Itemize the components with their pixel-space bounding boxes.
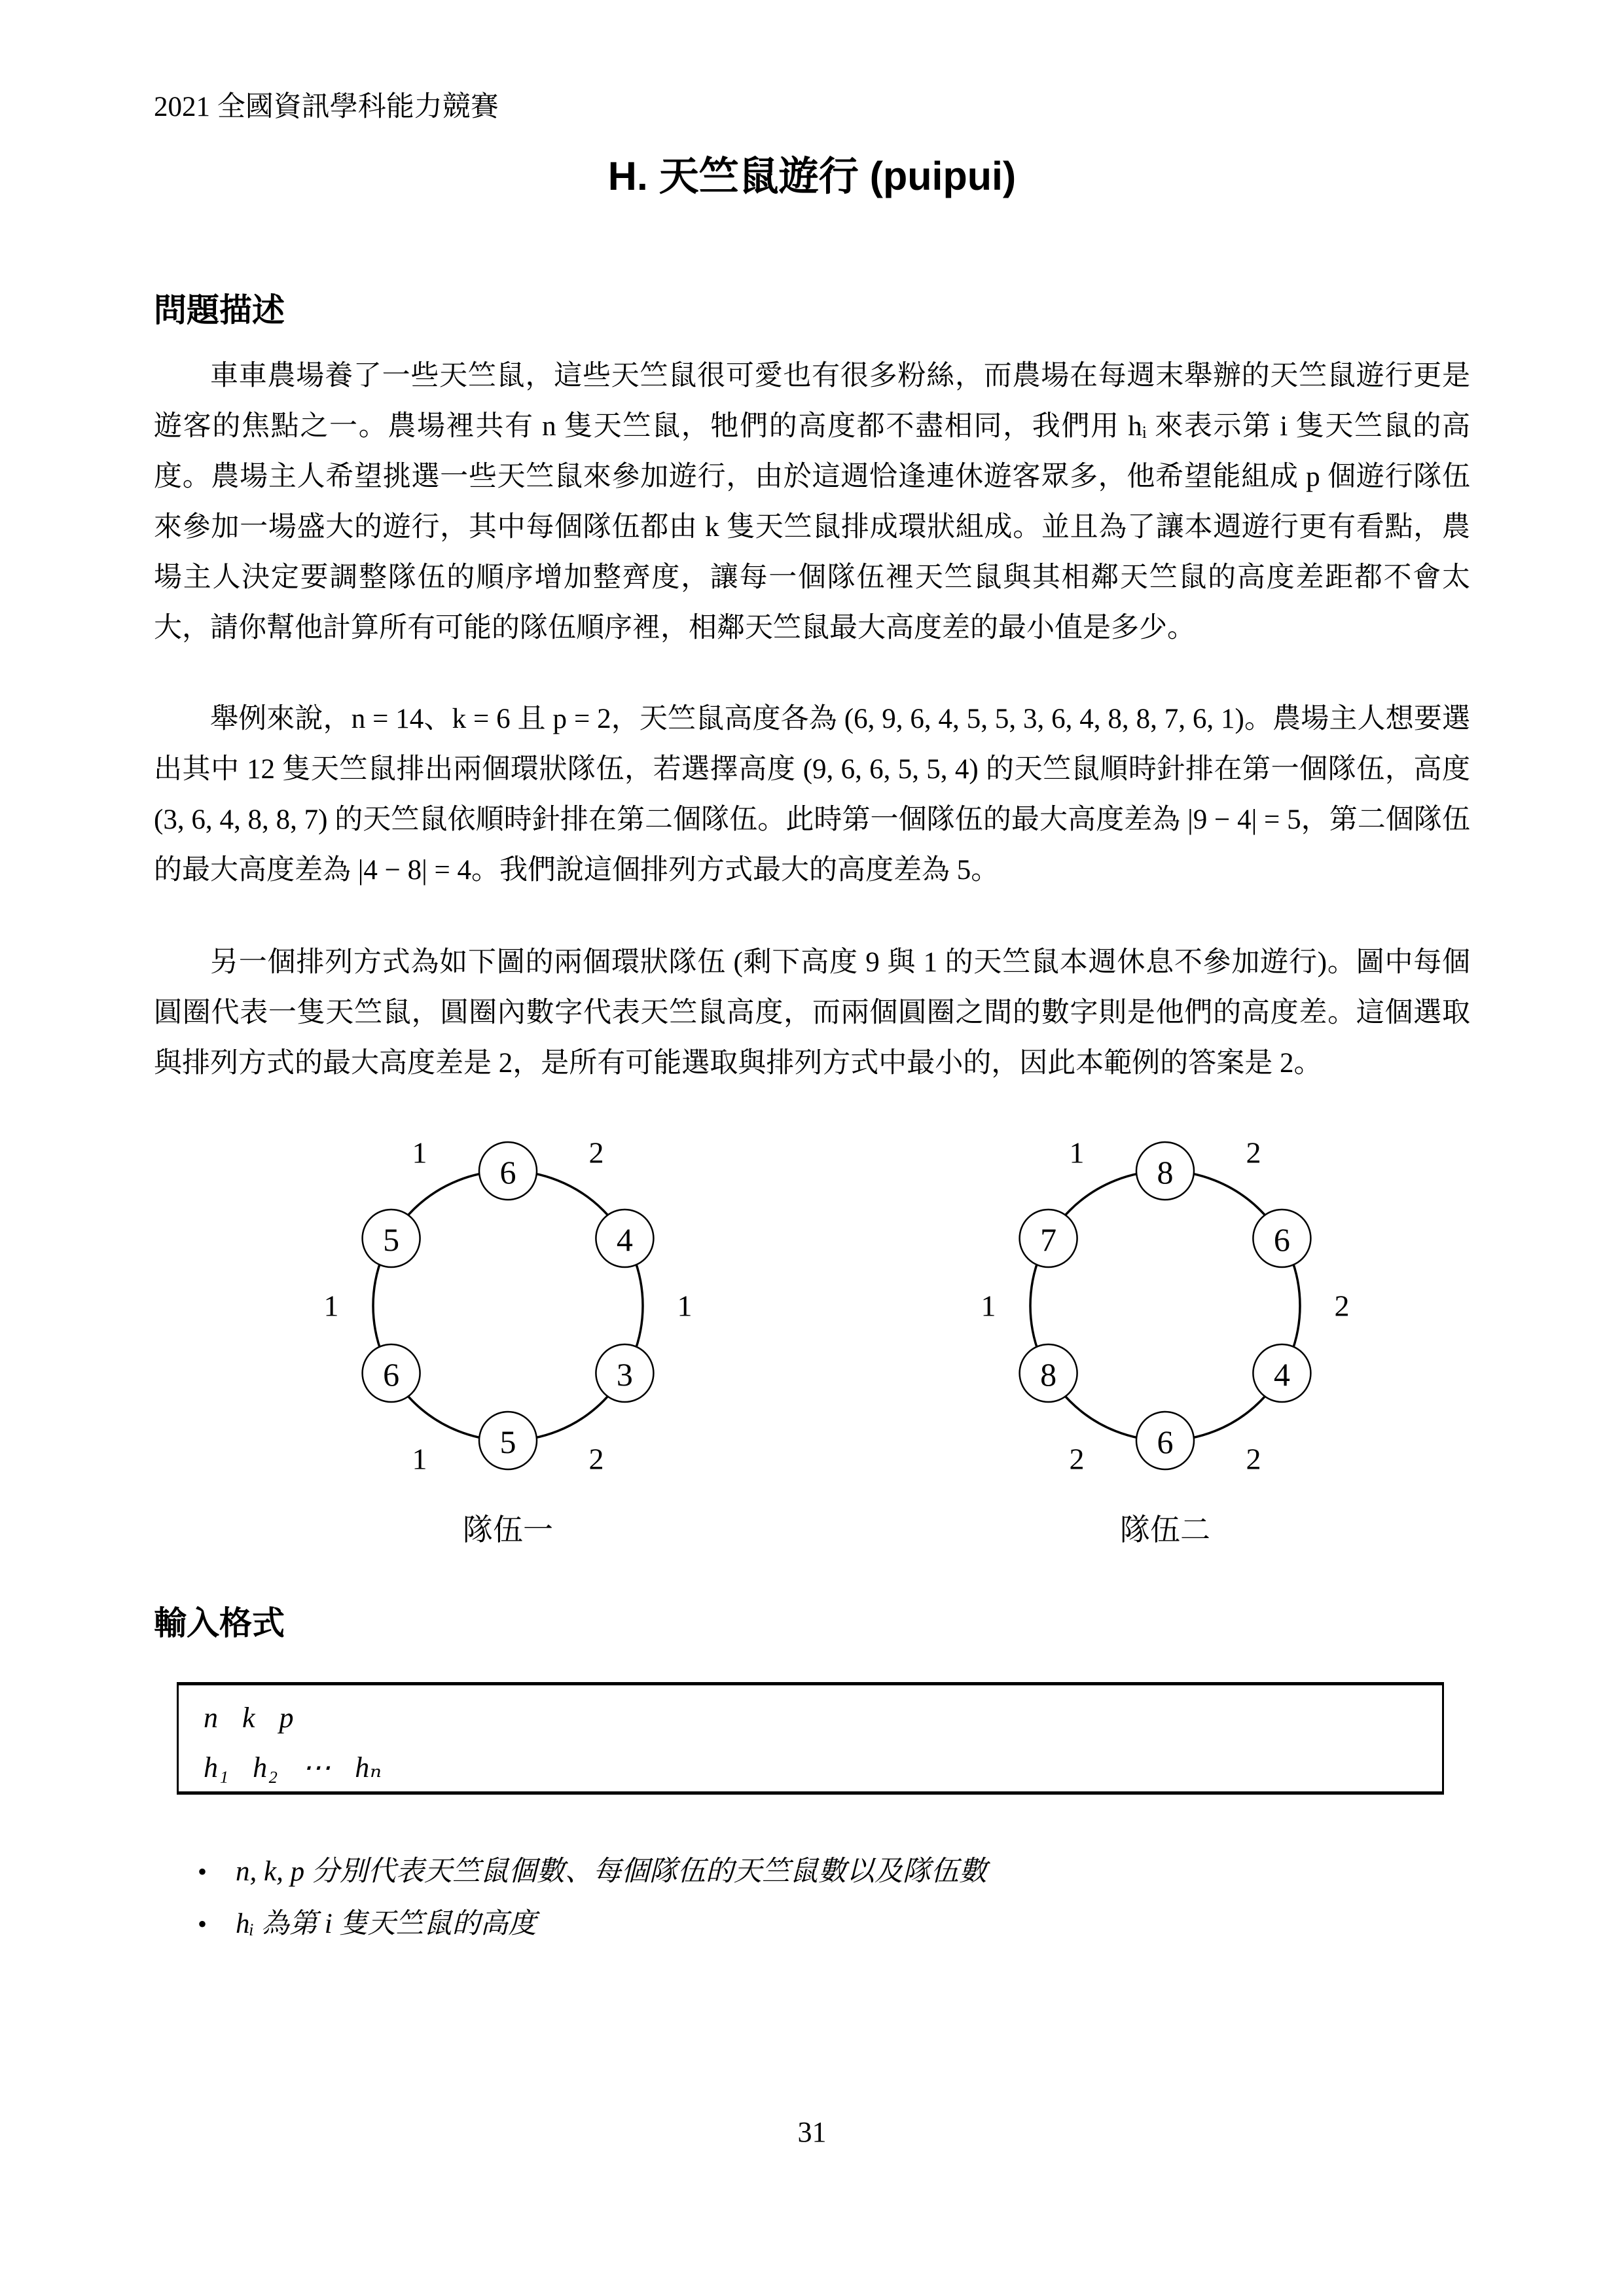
problem-paragraph-2: 舉例來說，n = 14、k = 6 且 p = 2，天竺鼠高度各為 (6, 9, 6, 4, 5, 5, 3, 6, 4, 8, 8, 7, 6, 1)。農場主人想要選出其中 12 隻天竺鼠排出兩個環狀隊伍，若選擇高度 (9, 6, 6, 5, 5, 4) 的天竺鼠順時針排在第一個隊伍，高度 (3, 6, 4, 8, 8, 7) 的天竺鼠依順時針排在第二個隊伍。此時第一個隊伍的最大高度差為 |9 − 4| = 5，第二個隊伍的最大高度差為 |4 − 8| = 4。我們說這個排列方式最大的高度差為 5。 [154,704,1470,886]
ring-circle [1030,1171,1300,1441]
height-diff-label: 2 [588,1136,604,1170]
node-height-label: 6 [499,1154,516,1191]
bullet-list [198,1846,1441,1950]
node-height-label: 4 [616,1221,633,1258]
bullet-item [198,1846,1441,1898]
figure-caption: 隊伍一 [463,1513,553,1547]
team-two-ring [969,1119,1362,1499]
page-header: 2021 全國資訊學科能力競賽 [154,92,499,122]
node-height-label: 6 [383,1356,400,1393]
bullet-icon: • [198,1857,208,1886]
height-diff-label: 1 [323,1289,339,1323]
height-diff-label: 2 [1069,1442,1085,1476]
height-diff-label: 2 [1246,1442,1261,1476]
ring-diagram-svg [969,1119,1362,1499]
height-diff-label: 1 [1069,1136,1085,1170]
team-two-diagram [969,1119,1362,1550]
node-height-label: 6 [1157,1424,1174,1460]
node-height-label: 8 [1040,1356,1057,1393]
team-one-ring [312,1119,704,1499]
input-format-box [177,1682,1444,1795]
bullet-text: hᵢ 為第 i 隻天竺鼠的高度 [236,1909,537,1939]
node-height-label: 5 [499,1424,516,1460]
section-heading-input-format: 輸入格式 [154,1605,285,1641]
problem-paragraph-1: 車車農場養了一些天竺鼠，這些天竺鼠很可愛也有很多粉絲，而農場在每週末舉辦的天竺鼠遊行更是遊客的焦點之一。農場裡共有 n 隻天竺鼠，牠們的高度都不盡相同，我們用 hᵢ 來表示第 i 隻天竺鼠的高度。農場主人希望挑選一些天竺鼠來參加遊行，由於這週恰逢連休遊客眾多，他希望能組成 p 個遊行隊伍來參加一場盛大的遊行，其中每個隊伍都由 k 隻天竺鼠排成環狀組成。並且為了讓本週遊行更有看點，農場主人決定要調整隊伍的順序增加整齊度，讓每一個隊伍裡天竺鼠與其相鄰天竺鼠的高度差距都不會太大，請你幫他計算所有可能的隊伍順序裡，相鄰天竺鼠最大高度差的最小值是多少。 [154,361,1470,643]
figure-caption: 隊伍二 [1120,1513,1210,1547]
input-line-nkp: n k p [204,1702,295,1734]
page-title: H. 天竺鼠遊行 (puipui) [607,154,1017,198]
node-height-label: 5 [383,1221,400,1258]
node-height-label: 7 [1040,1221,1057,1258]
node-height-label: 8 [1157,1154,1174,1191]
height-diff-label: 1 [412,1136,427,1170]
input-line-heights: h₁ h₂ ⋯ hₙ [204,1751,382,1784]
ring-diagram-svg [312,1119,704,1499]
node-height-label: 3 [616,1356,633,1393]
height-diff-label: 2 [1334,1289,1350,1323]
height-diff-label: 1 [981,1289,996,1323]
page-number: 31 [797,2116,827,2148]
height-diff-label: 2 [588,1442,604,1476]
team-one-diagram [312,1119,704,1550]
node-height-label: 4 [1273,1356,1290,1393]
problem-paragraph-3: 另一個排列方式為如下圖的兩個環狀隊伍 (剩下高度 9 與 1 的天竺鼠本週休息不參加遊行)。圖中每個圓圈代表一隻天竺鼠，圓圈內數字代表天竺鼠高度，而兩個圓圈之間的數字則是他們的高度差。這個選取與排列方式的最大高度差是 2，是所有可能選取與排列方式中最小的，因此本範例的答案是 2。 [154,947,1470,1079]
bullet-icon: • [198,1909,208,1939]
height-diff-label: 2 [1246,1136,1261,1170]
node-height-label: 6 [1273,1221,1290,1258]
section-heading-problem: 問題描述 [154,292,285,329]
bullet-text: n, k, p 分別代表天竺鼠個數、每個隊伍的天竺鼠數以及隊伍數 [236,1856,987,1887]
height-diff-label: 1 [677,1289,693,1323]
height-diff-label: 1 [412,1442,427,1476]
ring-circle [373,1171,643,1441]
bullet-item [198,1898,1441,1950]
